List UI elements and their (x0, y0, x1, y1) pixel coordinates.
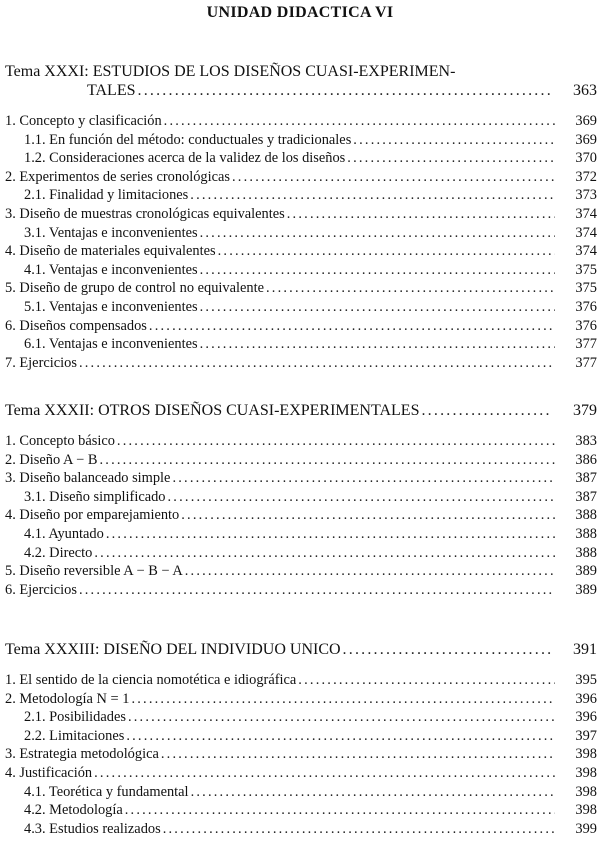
entry-page-number: 398 (575, 764, 597, 781)
tema-section-xxxi (5, 62, 597, 372)
toc-entry[interactable] (5, 581, 597, 600)
entry-title: 3.1. Ventajas e inconvenientes (24, 224, 198, 241)
dot-leader (126, 727, 555, 746)
toc-entry[interactable] (5, 168, 597, 187)
dot-leader (117, 432, 555, 451)
entry-title: 2.1. Finalidad y limitaciones (24, 187, 189, 204)
entry-title: 7. Ejercicios (5, 354, 77, 371)
dot-leader (128, 708, 555, 727)
dot-leader (232, 168, 555, 187)
dot-leader (200, 224, 555, 243)
toc-entry[interactable] (5, 801, 597, 820)
page-title: UNIDAD DIDACTICA VI (206, 4, 394, 21)
entry-page-number: 377 (575, 336, 597, 353)
toc-entry[interactable] (5, 149, 597, 168)
toc-entry[interactable] (5, 506, 597, 525)
dot-leader (138, 81, 552, 100)
toc-entry[interactable] (5, 112, 597, 131)
toc-entry[interactable] (5, 205, 597, 224)
toc-entry[interactable] (5, 488, 597, 507)
entry-title: 5.1. Ventajas e inconvenientes (24, 298, 198, 315)
entry-page-number: 388 (575, 544, 597, 561)
dot-leader (185, 562, 555, 581)
entry-page-number: 395 (575, 672, 597, 688)
entry-page-number: 369 (575, 131, 597, 148)
entry-title: 5. Diseño de grupo de control no equivalente (5, 280, 264, 297)
dot-leader (353, 131, 555, 150)
entry-page-number: 376 (575, 317, 597, 334)
dot-leader (200, 261, 555, 280)
toc-entry[interactable] (5, 562, 597, 581)
toc-entry[interactable] (5, 224, 597, 243)
entry-page-number: 389 (575, 581, 597, 598)
entry-title: 6. Diseños compensados (5, 317, 147, 334)
tema-heading[interactable] (5, 401, 597, 420)
entry-page-number: 387 (575, 470, 597, 487)
entry-page-number: 398 (575, 746, 597, 763)
toc-entry[interactable] (5, 451, 597, 470)
toc-entry[interactable] (5, 525, 597, 544)
entry-title: 4.2. Directo (24, 544, 93, 561)
entry-page-number: 388 (575, 525, 597, 542)
entry-title: 2. Metodología N = 1 (5, 690, 130, 707)
entry-title: 3. Diseño balanceado simple (5, 470, 171, 487)
entry-page-number: 396 (575, 690, 597, 707)
entry-title: 2. Experimentos de series cronológicas (5, 168, 230, 185)
toc-entry[interactable] (5, 745, 597, 764)
entry-page-number: 386 (575, 451, 597, 468)
entry-title: 4.1. Teorética y fundamental (24, 783, 189, 800)
tema-heading-line (5, 401, 597, 420)
dot-leader (163, 820, 555, 839)
entry-page-number: 387 (575, 488, 597, 505)
tema-section-xxxii (5, 401, 597, 599)
toc-entry[interactable] (5, 708, 597, 727)
toc-entry[interactable] (5, 335, 597, 354)
entry-title: 4.2. Metodología (24, 802, 123, 819)
entry-title: 1. El sentido de la ciencia nomotética e idiográfica (5, 672, 297, 688)
tema-page-number: 379 (573, 402, 597, 419)
entry-title: 1.1. En función del método: conductuales y tradicionales (24, 131, 352, 148)
entry-list (5, 112, 597, 372)
entry-title: 3. Diseño de muestras cronológicas equivalentes (5, 205, 285, 222)
entry-page-number: 374 (575, 224, 597, 241)
dot-leader (190, 186, 555, 205)
entry-title: 1.2. Consideraciones acerca de la validez de los diseños (24, 150, 346, 167)
toc-entry[interactable] (5, 820, 597, 839)
toc-entry[interactable] (5, 317, 597, 336)
entry-page-number: 370 (575, 150, 597, 167)
entry-title: 2.2. Limitaciones (24, 727, 125, 744)
dot-leader (79, 581, 555, 600)
dot-leader (298, 671, 555, 690)
dot-leader (99, 451, 555, 470)
entry-list (5, 432, 597, 599)
entry-title: 4.1. Ventajas e inconvenientes (24, 261, 198, 278)
entry-page-number: 383 (575, 433, 597, 449)
dot-leader (347, 149, 555, 168)
toc-entry[interactable] (5, 279, 597, 298)
entry-page-number: 399 (575, 820, 597, 837)
toc-entry[interactable] (5, 354, 597, 373)
entry-list (5, 671, 597, 838)
dot-leader (168, 488, 556, 507)
tema-page-number: 391 (573, 641, 597, 658)
dot-leader (266, 279, 555, 298)
dot-leader (94, 544, 555, 563)
dot-leader (421, 401, 551, 420)
dot-leader (200, 335, 555, 354)
dot-leader (181, 506, 555, 525)
entry-title: 3. Estrategia metodológica (5, 746, 159, 763)
dot-leader (131, 690, 555, 709)
entry-page-number: 375 (575, 280, 597, 297)
dot-leader (287, 205, 555, 224)
entry-page-number: 375 (575, 261, 597, 278)
tema-heading-line (5, 81, 597, 100)
dot-leader (125, 801, 555, 820)
tema-title-continuation: TALES (87, 82, 136, 99)
entry-page-number: 396 (575, 709, 597, 726)
dot-leader (164, 112, 555, 131)
entry-title: 1. Concepto básico (5, 433, 115, 449)
tema-heading[interactable] (5, 640, 597, 659)
tema-title: Tema XXXIII: DISEÑO DEL INDIVIDUO UNICO (5, 641, 341, 658)
toc-entry[interactable] (5, 186, 597, 205)
toc-entry[interactable] (5, 727, 597, 746)
tema-page-number: 363 (573, 82, 597, 99)
entry-page-number: 372 (575, 168, 597, 185)
toc-entry[interactable] (5, 261, 597, 280)
entry-title: 4.3. Estudios realizados (24, 820, 161, 837)
entry-title: 6.1. Ventajas e inconvenientes (24, 336, 198, 353)
entry-page-number: 374 (575, 243, 597, 260)
entry-page-number: 376 (575, 298, 597, 315)
toc-entry[interactable] (5, 242, 597, 261)
tema-title: Tema XXXII: OTROS DISEÑOS CUASI-EXPERIMENTALES (5, 402, 420, 419)
entry-title: 2. Diseño A − B (5, 451, 98, 468)
dot-leader (200, 298, 555, 317)
entry-title: 5. Diseño reversible A − B − A (5, 563, 183, 580)
entry-title: 4.1. Ayuntado (24, 525, 104, 542)
entry-page-number: 388 (575, 507, 597, 524)
entry-page-number: 374 (575, 205, 597, 222)
dot-leader (161, 745, 555, 764)
dot-leader (149, 317, 555, 336)
tema-heading-line (5, 640, 597, 659)
toc-entry[interactable] (5, 432, 597, 451)
entry-page-number: 397 (575, 727, 597, 744)
entry-page-number: 398 (575, 783, 597, 800)
toc-entry[interactable] (5, 690, 597, 709)
toc-entry[interactable] (5, 671, 597, 690)
tema-title: Tema XXXI: ESTUDIOS DE LOS DISEÑOS CUASI-EXPERIMEN- (5, 63, 456, 80)
entry-title: 1. Concepto y clasificación (5, 113, 162, 129)
entry-title: 4. Diseño por emparejamiento (5, 507, 180, 524)
toc-entry[interactable] (5, 544, 597, 563)
toc-entry[interactable] (5, 131, 597, 150)
entry-page-number: 389 (575, 563, 597, 580)
entry-page-number: 369 (575, 113, 597, 129)
dot-leader (79, 354, 555, 373)
dot-leader (94, 764, 555, 783)
tema-section-xxxiii (5, 640, 597, 838)
entry-title: 3.1. Diseño simplificado (24, 488, 166, 505)
entry-title: 4. Justificación (5, 764, 93, 781)
entry-title: 4. Diseño de materiales equivalentes (5, 243, 216, 260)
dot-leader (172, 469, 555, 488)
toc-entry[interactable] (5, 764, 597, 783)
entry-page-number: 373 (575, 187, 597, 204)
entry-page-number: 377 (575, 354, 597, 371)
dot-leader (191, 783, 555, 802)
dot-leader (343, 640, 551, 659)
dot-leader (106, 525, 555, 544)
entry-page-number: 398 (575, 802, 597, 819)
dot-leader (218, 242, 555, 261)
entry-title: 6. Ejercicios (5, 581, 77, 598)
tema-heading-line (5, 62, 597, 81)
toc-entry[interactable] (5, 298, 597, 317)
toc-entry[interactable] (5, 469, 597, 488)
tema-heading[interactable] (5, 62, 597, 100)
toc-entry[interactable] (5, 783, 597, 802)
entry-title: 2.1. Posibilidades (24, 709, 126, 726)
